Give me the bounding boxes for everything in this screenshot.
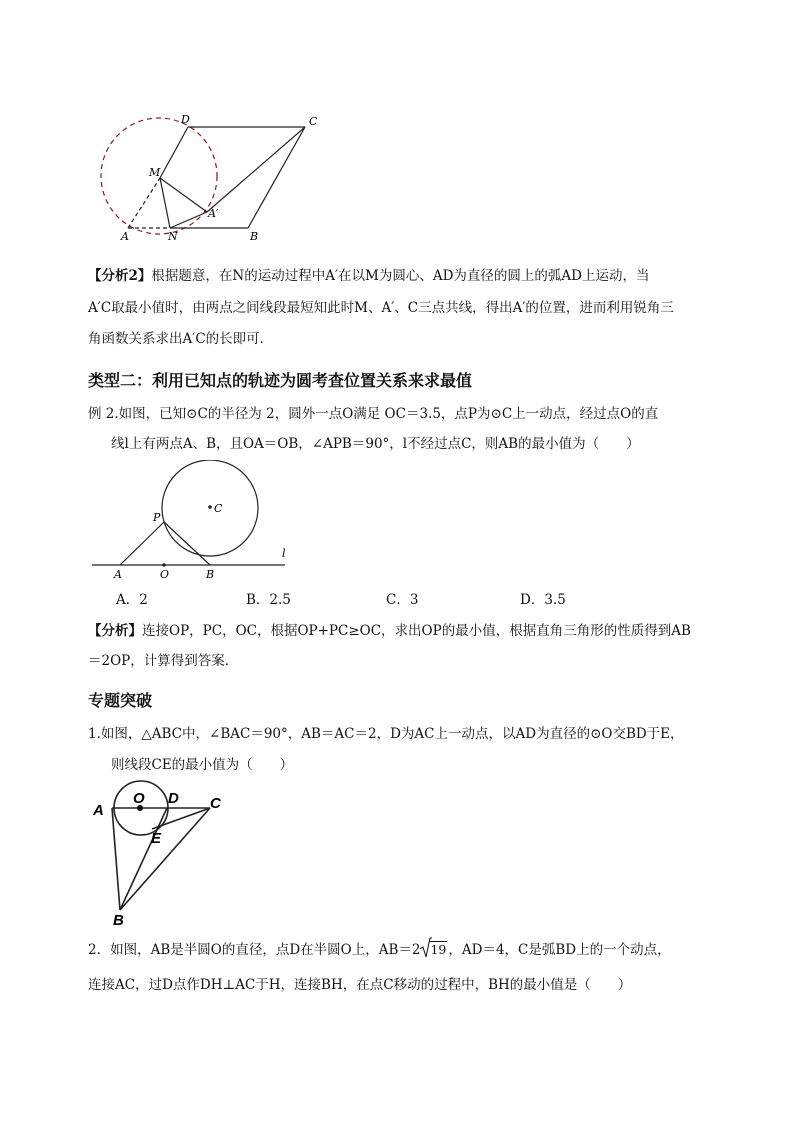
example2-line2: 线l上有两点A、B，且OA＝OB，∠APB＝90°，l不经过点C，则AB的最小值为（ ） [111,436,640,452]
q2-line1 [88,940,671,960]
label-a2: A [114,568,122,581]
type2-heading: 类型二：利用已知点的轨迹为圆考查位置关系来求最值 [88,371,473,390]
segment-am-dashed [128,178,160,228]
segment-cb [248,127,305,228]
q2-text-b: ，AD＝4，C是弧BD上的一个动点， [448,942,671,958]
sqrt-expression [420,940,447,960]
figure-circle-line [90,460,300,585]
label-l: l [282,547,286,560]
segment-na [170,212,207,228]
point-o [162,563,166,567]
example2-line1: 例 2.如图，已知⊙C的半径为 2，圆外一点O满足 OC＝3.5，点P为⊙C上一动点，经过点O的直 [88,406,659,422]
special-heading: 专题突破 [88,691,153,710]
choice-c: C．3 [386,592,419,608]
label-c: C [309,115,318,128]
q1-line1: 1.如图，△ABC中，∠BAC＝90°，AB＝AC＝2，D为AC上一动点，以AD为直径的⊙O交BD于E， [88,726,684,742]
segment-mn [160,178,170,228]
label-m: M [149,166,161,179]
figure-triangle-circle [90,780,240,928]
label-c3: C [210,795,221,812]
label-b: B [250,230,259,243]
label-n: N [168,230,178,243]
segment-md [160,127,188,178]
label-b3: B [113,912,124,928]
analysis2-line2: A′C取最小值时，由两点之间线段最短知此时M、A′、C三点共线，得出A′的位置，进而利用锐角三 [88,300,674,316]
label-d3: D [168,790,179,807]
label-a-prime: A′ [208,207,219,220]
figure-parallelogram-circle [95,108,335,243]
label-o3: O [133,790,145,807]
label-o2: O [160,568,170,581]
sqrt-radicand: 19 [430,942,447,957]
choice-d: D．3.5 [520,592,566,608]
q2-text-a: 2．如图，AB是半圆O的直径，点D在半圆O上，AB＝2 [88,942,421,958]
point-c [208,505,212,509]
label-d: D [181,113,190,126]
segment-bc3 [120,808,210,910]
analysis-e2-tag: 【分析】 [88,623,142,639]
analysis2-tag: 【分析2】 [88,268,152,284]
analysis-e2-line2: ＝2OP，计算得到答案． [88,653,239,669]
segment-ma [160,178,207,212]
label-e3: E [151,830,162,847]
sqrt-sign [420,937,432,959]
analysis2-line1 [88,266,650,286]
choice-a: A．2 [116,592,148,608]
label-p: P [153,511,161,524]
label-a: A [121,230,129,243]
segment-bd3 [120,808,167,910]
analysis2-text1: 根据题意，在N的运动过程中A′在以M为圆心、AD为直径的圆上的弧AD上运动，当 [151,268,650,284]
segment-ac [207,127,305,212]
label-a3: A [93,802,104,819]
label-c2: C [214,502,223,515]
analysis-e2-line1 [88,621,691,641]
q1-line2: 则线段CE的最小值为（ ） [111,757,294,773]
analysis-e2-text1: 连接OP，PC，OC，根据OP+PC≥OC，求出OP的最小值，根据直角三角形的性质得到AB [142,623,691,639]
analysis2-line3: 角函数关系求出A′C的长即可． [88,331,274,347]
label-b2: B [206,568,215,581]
segment-pa [120,522,164,565]
q2-line2: 连接AC，过D点作DH⊥AC于H，连接BH，在点C移动的过程中，BH的最小值是（ ） [88,977,632,993]
segment-pb [164,522,210,565]
choice-b: B．2.5 [246,592,291,608]
